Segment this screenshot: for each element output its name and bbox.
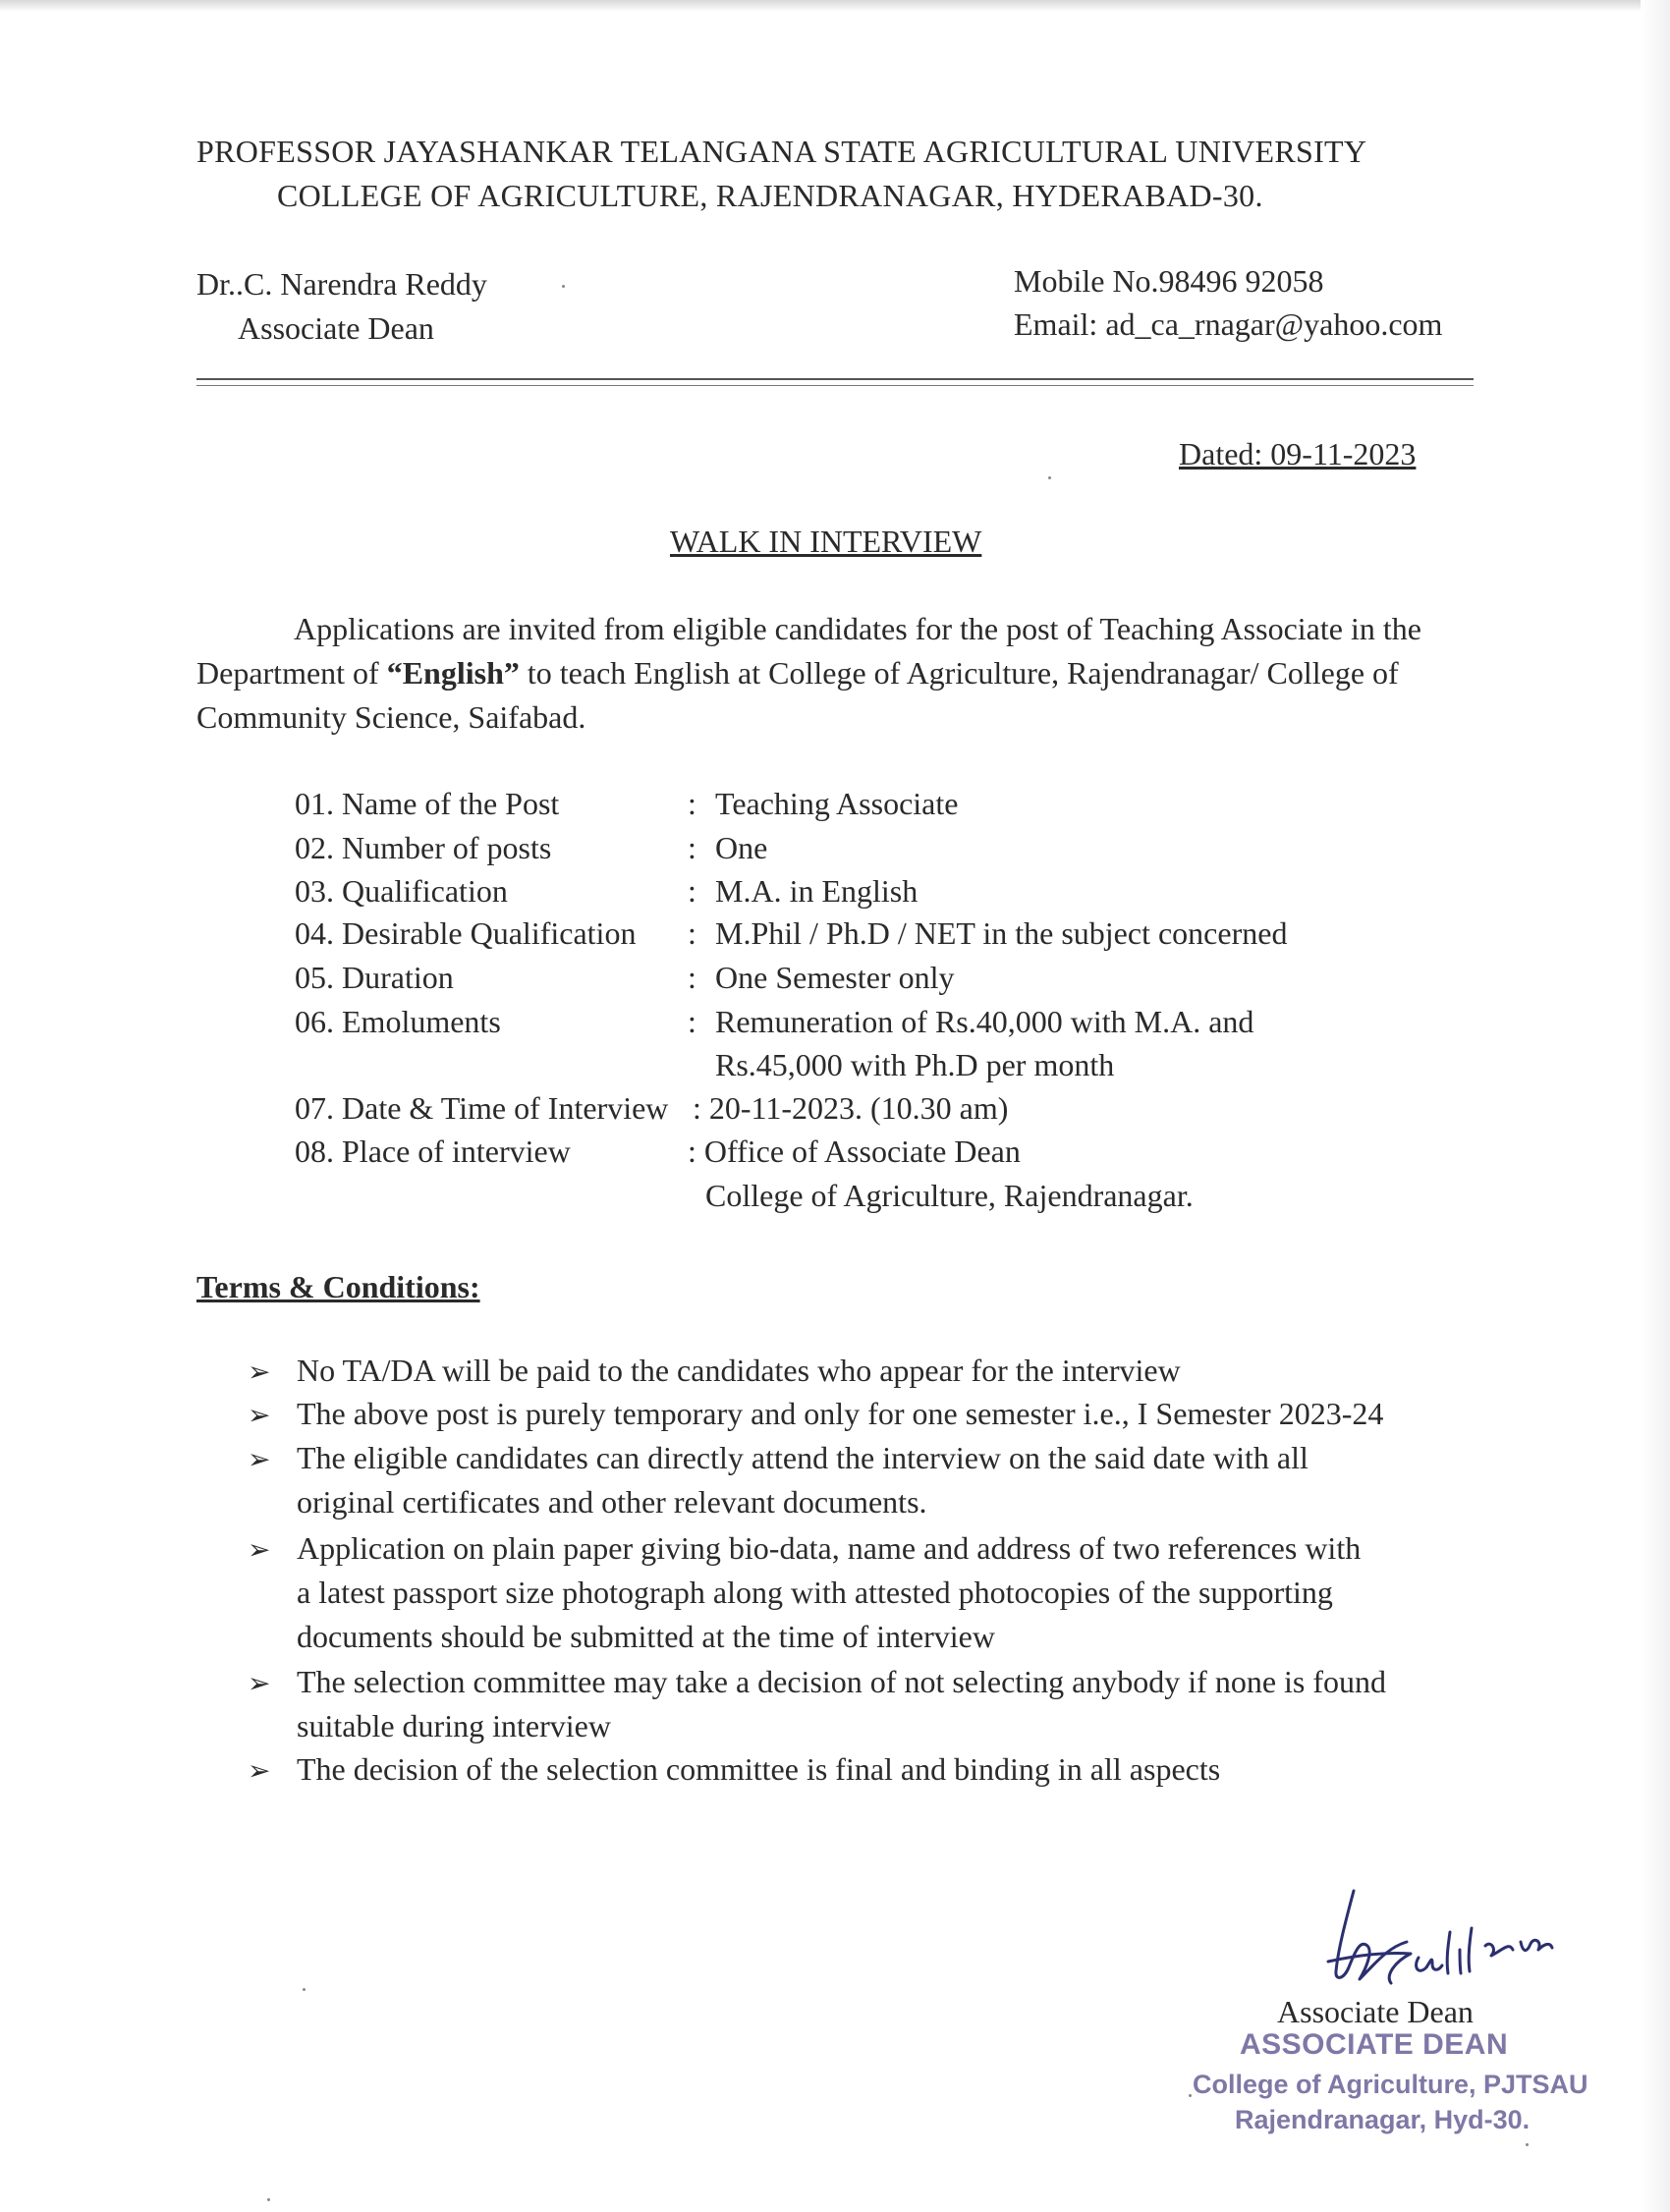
header-divider xyxy=(196,378,1474,380)
scan-speck xyxy=(303,1988,306,1991)
detail-colon: : xyxy=(688,960,696,995)
detail-value: M.A. in English xyxy=(715,873,918,909)
detail-value: : 20-11-2023. (10.30 am) xyxy=(693,1090,1009,1126)
detail-label: 03. Qualification xyxy=(295,873,508,909)
term-text: No TA/DA will be paid to the candidates who appear for the interview xyxy=(297,1353,1181,1388)
detail-colon: : xyxy=(688,873,696,909)
detail-value-continued: Rs.45,000 with Ph.D per month xyxy=(715,1047,1115,1082)
notice-heading: WALK IN INTERVIEW xyxy=(670,524,982,559)
term-text: The selection committee may take a decision of not selecting anybody if none is found xyxy=(297,1664,1387,1699)
detail-label: 01. Name of the Post xyxy=(295,786,560,821)
detail-colon: : xyxy=(688,1004,696,1039)
scan-speck xyxy=(1526,2143,1529,2146)
detail-value: Remuneration of Rs.40,000 with M.A. and xyxy=(715,1004,1254,1039)
handwritten-signature xyxy=(1316,1881,1572,1994)
detail-label: 07. Date & Time of Interview xyxy=(295,1090,669,1126)
arrow-bullet-icon: ➢ xyxy=(248,1669,271,1699)
arrow-bullet-icon: ➢ xyxy=(248,1401,271,1431)
mobile-number: Mobile No.98496 92058 xyxy=(1014,263,1324,299)
detail-value: M.Phil / Ph.D / NET in the subject concerned xyxy=(715,915,1288,951)
scan-speck xyxy=(562,285,565,288)
header-divider-double xyxy=(196,385,1474,386)
detail-colon: : xyxy=(688,786,696,821)
sender-title: Associate Dean xyxy=(238,310,434,346)
scan-top-shadow xyxy=(0,0,1670,12)
office-stamp-title: ASSOCIATE DEAN xyxy=(1240,2028,1509,2061)
term-text: original certificates and other relevant documents. xyxy=(297,1484,927,1520)
detail-label: 02. Number of posts xyxy=(295,830,552,865)
signatory-title: Associate Dean xyxy=(1277,1994,1474,2029)
arrow-bullet-icon: ➢ xyxy=(248,1357,271,1388)
detail-label: 05. Duration xyxy=(295,960,454,995)
detail-label: 08. Place of interview xyxy=(295,1134,571,1169)
term-text: documents should be submitted at the time of interview xyxy=(297,1619,995,1654)
terms-heading: Terms & Conditions: xyxy=(196,1269,480,1304)
detail-value-continued: College of Agriculture, Rajendranagar. xyxy=(705,1178,1194,1213)
detail-colon: : xyxy=(688,830,696,865)
arrow-bullet-icon: ➢ xyxy=(248,1445,271,1475)
office-stamp-college: College of Agriculture, PJTSAU xyxy=(1193,2070,1588,2099)
arrow-bullet-icon: ➢ xyxy=(248,1756,271,1787)
term-text: The decision of the selection committee is final and binding in all aspects xyxy=(297,1751,1221,1787)
detail-value: Teaching Associate xyxy=(715,786,959,821)
detail-value: One Semester only xyxy=(715,960,955,995)
university-name: PROFESSOR JAYASHANKAR TELANGANA STATE AGRICULTURAL UNIVERSITY xyxy=(196,134,1367,169)
arrow-bullet-icon: ➢ xyxy=(248,1535,271,1566)
detail-value: : Office of Associate Dean xyxy=(688,1134,1021,1169)
term-text: suitable during interview xyxy=(297,1708,611,1743)
term-text: a latest passport size photograph along with attested photocopies of the supporting xyxy=(297,1575,1333,1610)
college-name: COLLEGE OF AGRICULTURE, RAJENDRANAGAR, HYDERABAD-30. xyxy=(277,178,1263,213)
scan-right-edge xyxy=(1641,0,1670,2212)
intro-text-before: Applications are invited from eligible candidates for the post of Teaching Associate in the Department of xyxy=(196,611,1421,691)
scan-speck xyxy=(267,2198,270,2201)
detail-label: 06. Emoluments xyxy=(295,1004,501,1039)
term-text: The above post is purely temporary and only for one semester i.e., I Semester 2023-24 xyxy=(297,1396,1384,1431)
detail-label: 04. Desirable Qualification xyxy=(295,915,637,951)
term-text: The eligible candidates can directly attend the interview on the said date with all xyxy=(297,1440,1308,1475)
date-line: Dated: 09-11-2023 xyxy=(1179,436,1417,471)
detail-value: One xyxy=(715,830,768,865)
term-text: Application on plain paper giving bio-data, name and address of two references with xyxy=(297,1530,1362,1566)
intro-paragraph xyxy=(196,607,1474,740)
intro-text-after: to teach English at College of Agriculture, Rajendranagar/ College of Community Science, Saifabad. xyxy=(196,655,1399,735)
office-stamp-address: Rajendranagar, Hyd-30. xyxy=(1235,2105,1531,2134)
scan-speck xyxy=(1189,2094,1192,2097)
email-address: Email: ad_ca_rnagar@yahoo.com xyxy=(1014,306,1443,342)
detail-colon: : xyxy=(688,915,696,951)
scan-speck xyxy=(1048,476,1051,479)
intro-department: “English” xyxy=(386,655,520,691)
sender-name: Dr..C. Narendra Reddy xyxy=(196,266,487,302)
